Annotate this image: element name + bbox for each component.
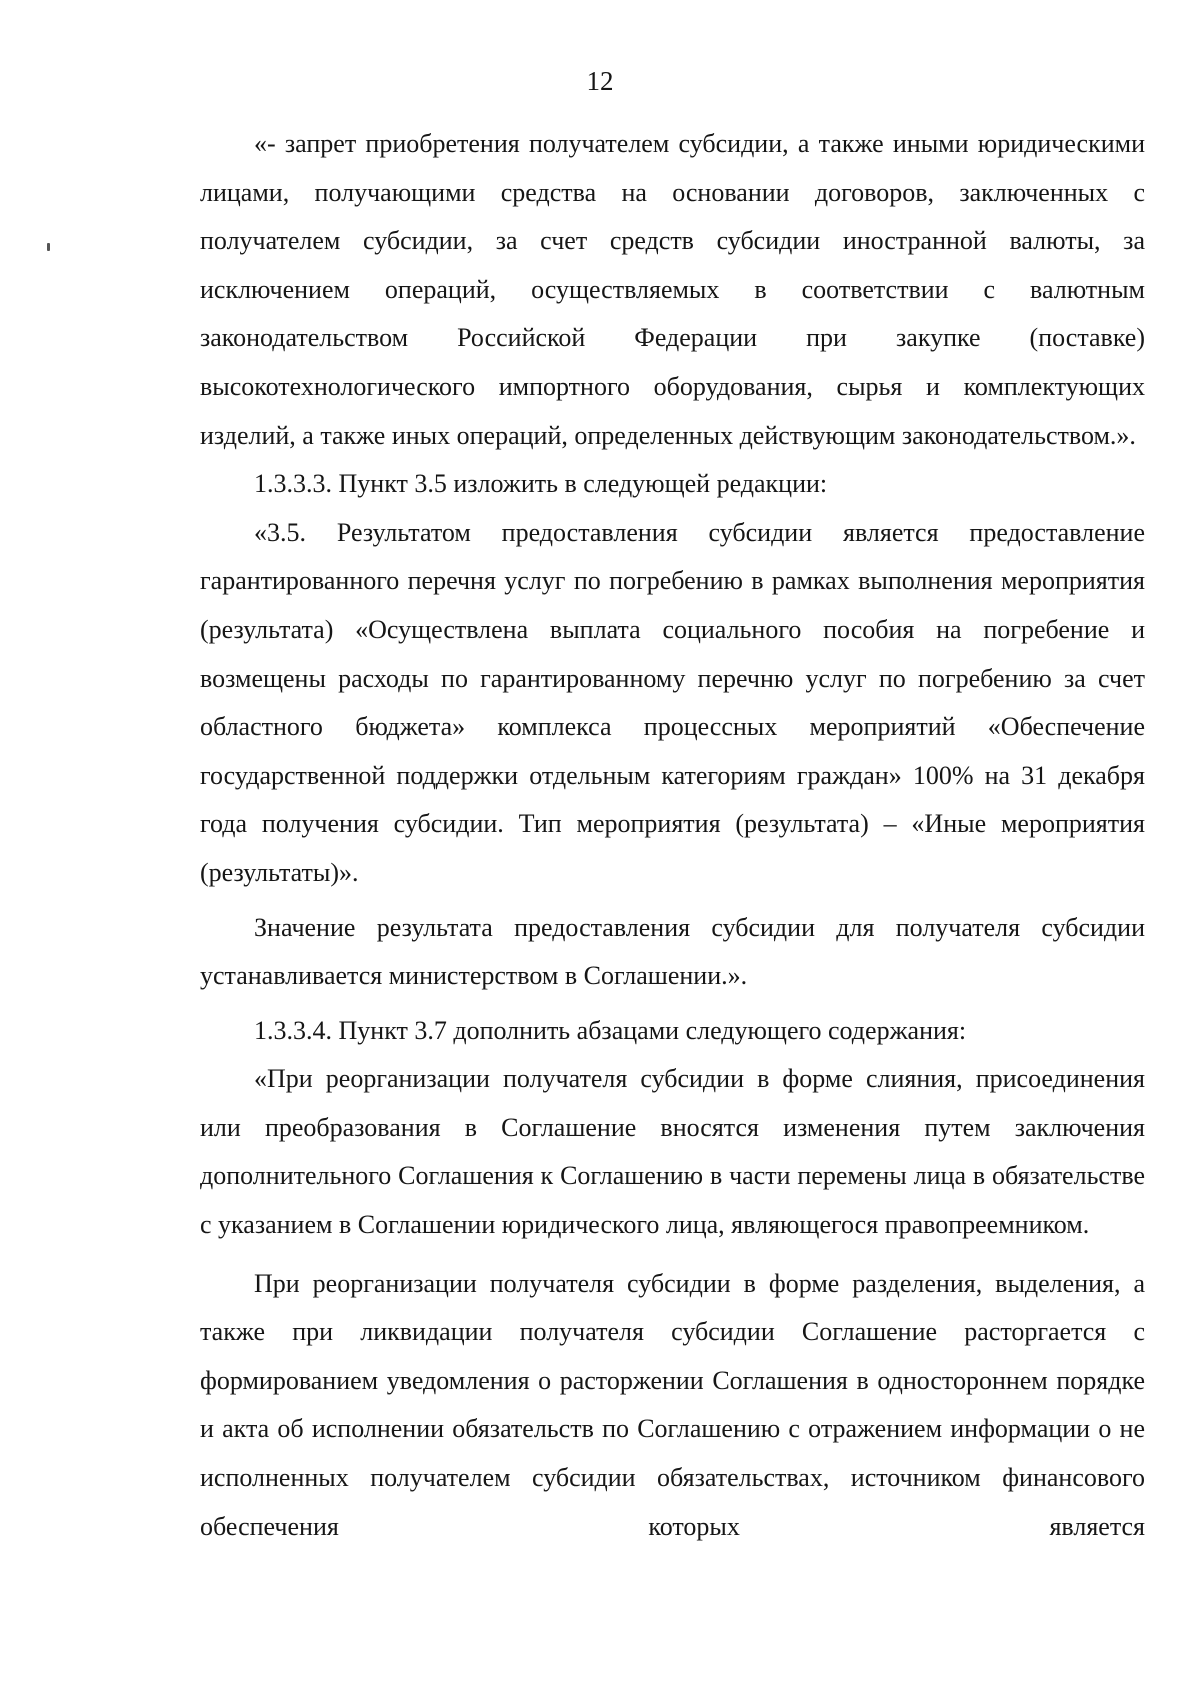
scan-artifact-mark [47,243,50,251]
paragraph-reorganization-division: При реорганизации получателя субсидии в форме разделения, выделения, а также при ликвидации получателя субсидии Соглашение расторгается с формированием уведомления о расторжении Соглашения в одностороннем порядке и акта об исполнении обязательств по Соглашению с отражением информации о не исполненных получателем субсидии обязательствах, источником финансового обеспечения которых является [200,1268,1145,1541]
paragraph-currency-ban-clause: «- запрет приобретения получателем субсидии, а также иными юридическими лицами, получающими средства на основании договоров, заключенных с получателем субсидии, за счет средств субсидии иностранной валюты, за исключением операций, осуществляемых в соответствии с валютным законодательством Российской Федерации при закупке (поставке) высокотехнологического импортного оборудования, сырья и комплектующих изделий, а также иных операций, определенных действующим законодательством.». [200,129,1145,450]
paragraph-item-3-5-text: «3.5. Результатом предоставления субсидии является предоставление гарантированного перечня услуг по погребению в рамках выполнения мероприятия (результата) «Осуществлена выплата социального пособия на погребение и возмещены расходы по гарантированному перечню услуг по погребению за счет областного бюджета» комплекса процессных мероприятий «Обеспечение государственной поддержки отдельным категориям граждан» 100% на 31 декабря года получения субсидии. Тип мероприятия (результата) – «Иные мероприятия (результаты)». [200,517,1145,887]
paragraph-reorganization-merger: «При реорганизации получателя субсидии в форме слияния, присоединения или преобразования в Соглашение вносятся изменения путем заключения дополнительного Соглашения к Соглашению в части перемены лица в обязательстве с указанием в Соглашении юридического лица, являющегося правопреемником. [200,1064,1145,1240]
paragraph-item-1-3-3-4-heading: 1.3.3.4. Пункт 3.7 дополнить абзацами следующего содержания: [254,1015,967,1045]
paragraph-item-1-3-3-3-heading: 1.3.3.3. Пункт 3.5 изложить в следующей редакции: [254,469,828,499]
page-number: 12 [586,66,614,96]
document-body [200,120,1145,1551]
paragraph-result-value: Значение результата предоставления субсидии для получателя субсидии устанавливается министерством в Соглашении.». [200,912,1145,991]
